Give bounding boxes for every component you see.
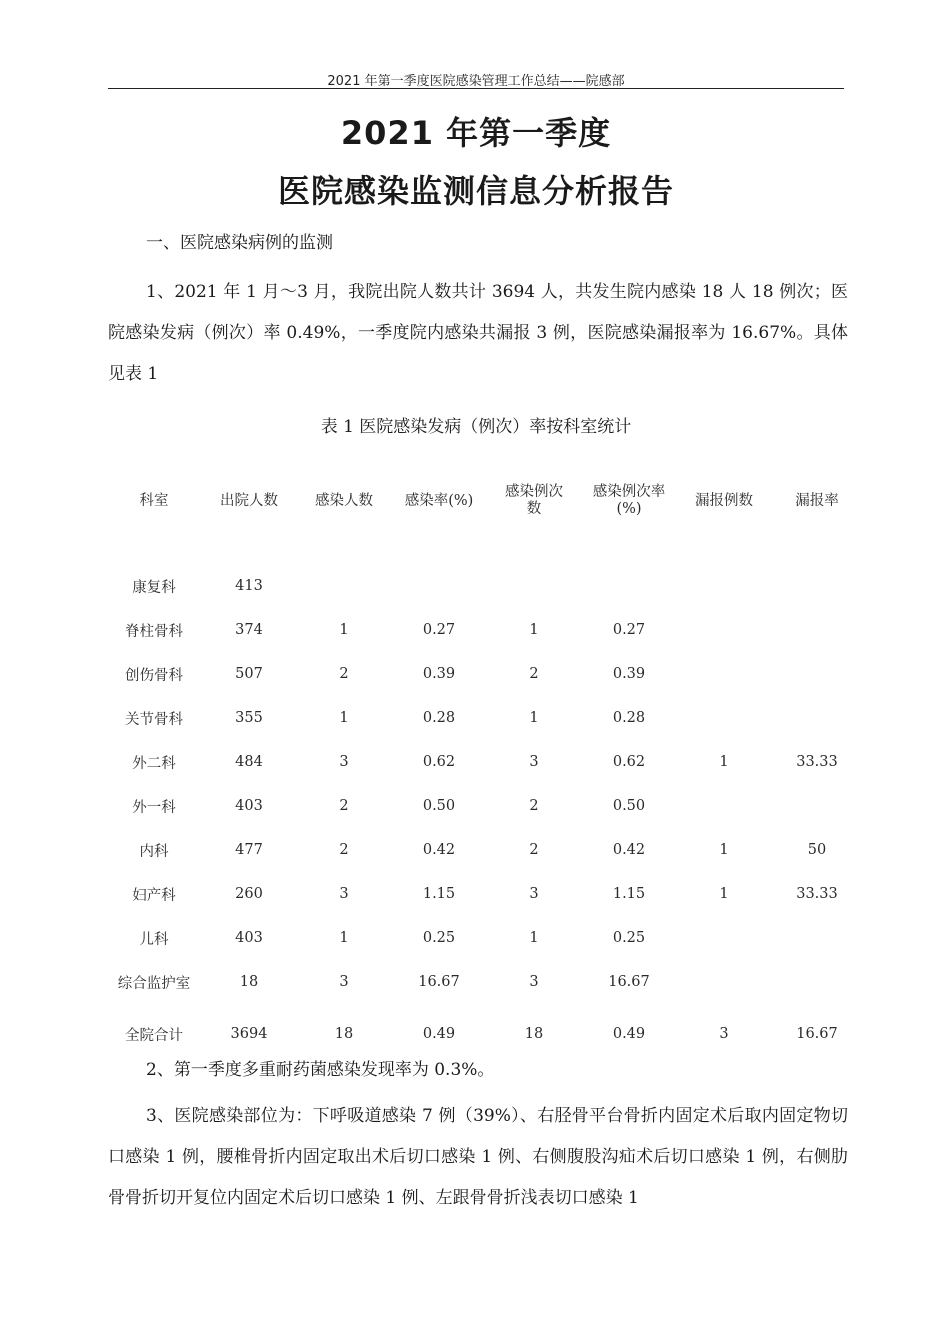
table-cell: 16.67 — [608, 974, 650, 990]
paragraph-2: 2、第一季度多重耐药菌感染发现率为 0.3%。 — [146, 1060, 495, 1080]
table-cell: 260 — [235, 886, 263, 902]
table-cell: 50 — [807, 842, 827, 858]
column-header: 感染率(%) — [404, 492, 474, 509]
table-cell: 413 — [235, 578, 263, 594]
table-cell — [678, 916, 770, 960]
table-cell: 1 — [719, 842, 729, 858]
table-cell: 3 — [529, 974, 539, 990]
table-cell: 18 — [524, 1026, 544, 1042]
table-cell: 0.49 — [422, 1026, 456, 1042]
table-cell: 3 — [529, 886, 539, 902]
table-cell — [678, 608, 770, 652]
table-cell: 0.42 — [612, 842, 646, 858]
table-caption: 表 1 医院感染发病（例次）率按科室统计 — [320, 417, 632, 437]
infection-rate-table — [108, 472, 864, 1064]
table-cell: 0.39 — [422, 666, 456, 682]
table-row — [108, 564, 864, 608]
table-cell: 1 — [339, 710, 349, 726]
table-cell: 16.67 — [418, 974, 460, 990]
table-cell: 18 — [334, 1026, 354, 1042]
table-cell: 477 — [235, 842, 263, 858]
table-row — [108, 916, 864, 960]
column-header: 漏报例数 — [695, 492, 753, 509]
department-cell: 妇产科 — [132, 887, 176, 904]
column-header: 科室 — [139, 492, 169, 509]
table-cell — [770, 960, 864, 1004]
table-cell: 374 — [235, 622, 263, 638]
table-body — [108, 564, 864, 1064]
table-cell: 2 — [529, 798, 539, 814]
table-cell: 1 — [719, 886, 729, 902]
header-rule — [108, 88, 844, 89]
table-cell: 16.67 — [796, 1026, 838, 1042]
table-row — [108, 960, 864, 1004]
section-heading: 一、医院感染病例的监测 — [146, 233, 333, 253]
document-title-line2: 医院感染监测信息分析报告 — [277, 172, 674, 210]
department-cell: 康复科 — [132, 579, 176, 596]
table-cell: 1 — [529, 710, 539, 726]
table-cell — [678, 564, 770, 608]
table-header-row — [108, 472, 864, 530]
table-row — [108, 828, 864, 872]
header-spacer — [108, 530, 864, 564]
table-cell: 484 — [235, 754, 263, 770]
department-cell: 关节骨科 — [125, 711, 183, 728]
table-cell: 1 — [719, 754, 729, 770]
table-cell: 1.15 — [612, 886, 646, 902]
table-cell: 1.15 — [422, 886, 456, 902]
column-header: 漏报率 — [795, 492, 839, 509]
table-cell — [770, 608, 864, 652]
department-cell: 内科 — [139, 843, 169, 860]
table-cell: 0.25 — [422, 930, 456, 946]
table-cell: 0.27 — [612, 622, 646, 638]
table-cell: 403 — [235, 798, 263, 814]
table-cell: 0.28 — [612, 710, 646, 726]
department-cell: 综合监护室 — [117, 975, 191, 992]
table-cell: 3 — [339, 974, 349, 990]
table-cell — [678, 652, 770, 696]
table-cell: 355 — [235, 710, 263, 726]
table-cell: 2 — [339, 666, 349, 682]
table-cell: 2 — [529, 666, 539, 682]
table-cell — [298, 564, 390, 608]
table-cell — [678, 696, 770, 740]
table-cell — [770, 564, 864, 608]
table-row — [108, 696, 864, 740]
table-cell: 3 — [339, 754, 349, 770]
department-cell: 脊柱骨科 — [125, 623, 183, 640]
table-cell: 1 — [339, 622, 349, 638]
table-row — [108, 608, 864, 652]
table-cell: 0.28 — [422, 710, 456, 726]
department-cell: 外二科 — [132, 755, 176, 772]
table-cell — [678, 784, 770, 828]
table-cell: 1 — [529, 622, 539, 638]
table-cell — [770, 916, 864, 960]
table-cell — [580, 564, 678, 608]
table-cell: 33.33 — [796, 754, 838, 770]
table-row — [108, 652, 864, 696]
column-header: 感染例次数 — [505, 484, 563, 517]
column-header: 出院人数 — [220, 492, 278, 509]
table-cell: 0.62 — [422, 754, 456, 770]
running-header: 2021 年第一季度医院感染管理工作总结——院感部 — [327, 74, 625, 89]
table-cell — [770, 652, 864, 696]
document-title-line1: 2021 年第一季度 — [340, 114, 612, 152]
table-cell: 3 — [719, 1026, 729, 1042]
department-cell: 创伤骨科 — [125, 667, 183, 684]
paragraph-3: 3、医院感染部位为：下呼吸道感染 7 例（39%）、右胫骨平台骨折内固定术后取内固定物切口感染 1 例，腰椎骨折内固定取出术后切口感染 1 例、右侧腹股沟疝术后切口感染 1 例，右侧肋骨骨折切开复位内固定术后切口感染 1 例、左跟骨骨折浅表切口感染 1 — [108, 1106, 848, 1208]
table-cell: 2 — [339, 842, 349, 858]
column-header: 感染人数 — [315, 492, 373, 509]
table-row — [108, 784, 864, 828]
paragraph-1: 1、2021 年 1 月～3 月，我院出院人数共计 3694 人，共发生院内感染 18 人 18 例次；医院感染发病（例次）率 0.49%，一季度院内感染共漏报 3 例，医院感染漏报率为 16.67%。具体见表 1 — [108, 282, 848, 384]
table-cell — [390, 564, 488, 608]
table-cell: 33.33 — [796, 886, 838, 902]
table-cell — [770, 784, 864, 828]
table-cell: 2 — [529, 842, 539, 858]
department-cell: 外一科 — [132, 799, 176, 816]
table-cell: 0.42 — [422, 842, 456, 858]
table-cell: 403 — [235, 930, 263, 946]
table-cell: 0.39 — [612, 666, 646, 682]
table-cell: 0.25 — [612, 930, 646, 946]
table-cell: 507 — [235, 666, 263, 682]
table-cell: 1 — [339, 930, 349, 946]
table-row — [108, 872, 864, 916]
table-cell: 0.27 — [422, 622, 456, 638]
table-cell: 0.50 — [612, 798, 646, 814]
table-cell: 3 — [339, 886, 349, 902]
table-cell: 0.62 — [612, 754, 646, 770]
table-cell: 18 — [239, 974, 259, 990]
table-cell: 0.49 — [612, 1026, 646, 1042]
table-cell: 3694 — [230, 1026, 268, 1042]
table-cell: 3 — [529, 754, 539, 770]
department-cell: 全院合计 — [125, 1027, 183, 1044]
table-cell — [770, 696, 864, 740]
table-cell — [488, 564, 580, 608]
column-header: 感染例次率(%) — [592, 484, 666, 517]
department-cell: 儿科 — [139, 931, 169, 948]
table-cell: 2 — [339, 798, 349, 814]
table-cell: 0.50 — [422, 798, 456, 814]
table-row — [108, 740, 864, 784]
table-cell — [678, 960, 770, 1004]
table-cell: 1 — [529, 930, 539, 946]
